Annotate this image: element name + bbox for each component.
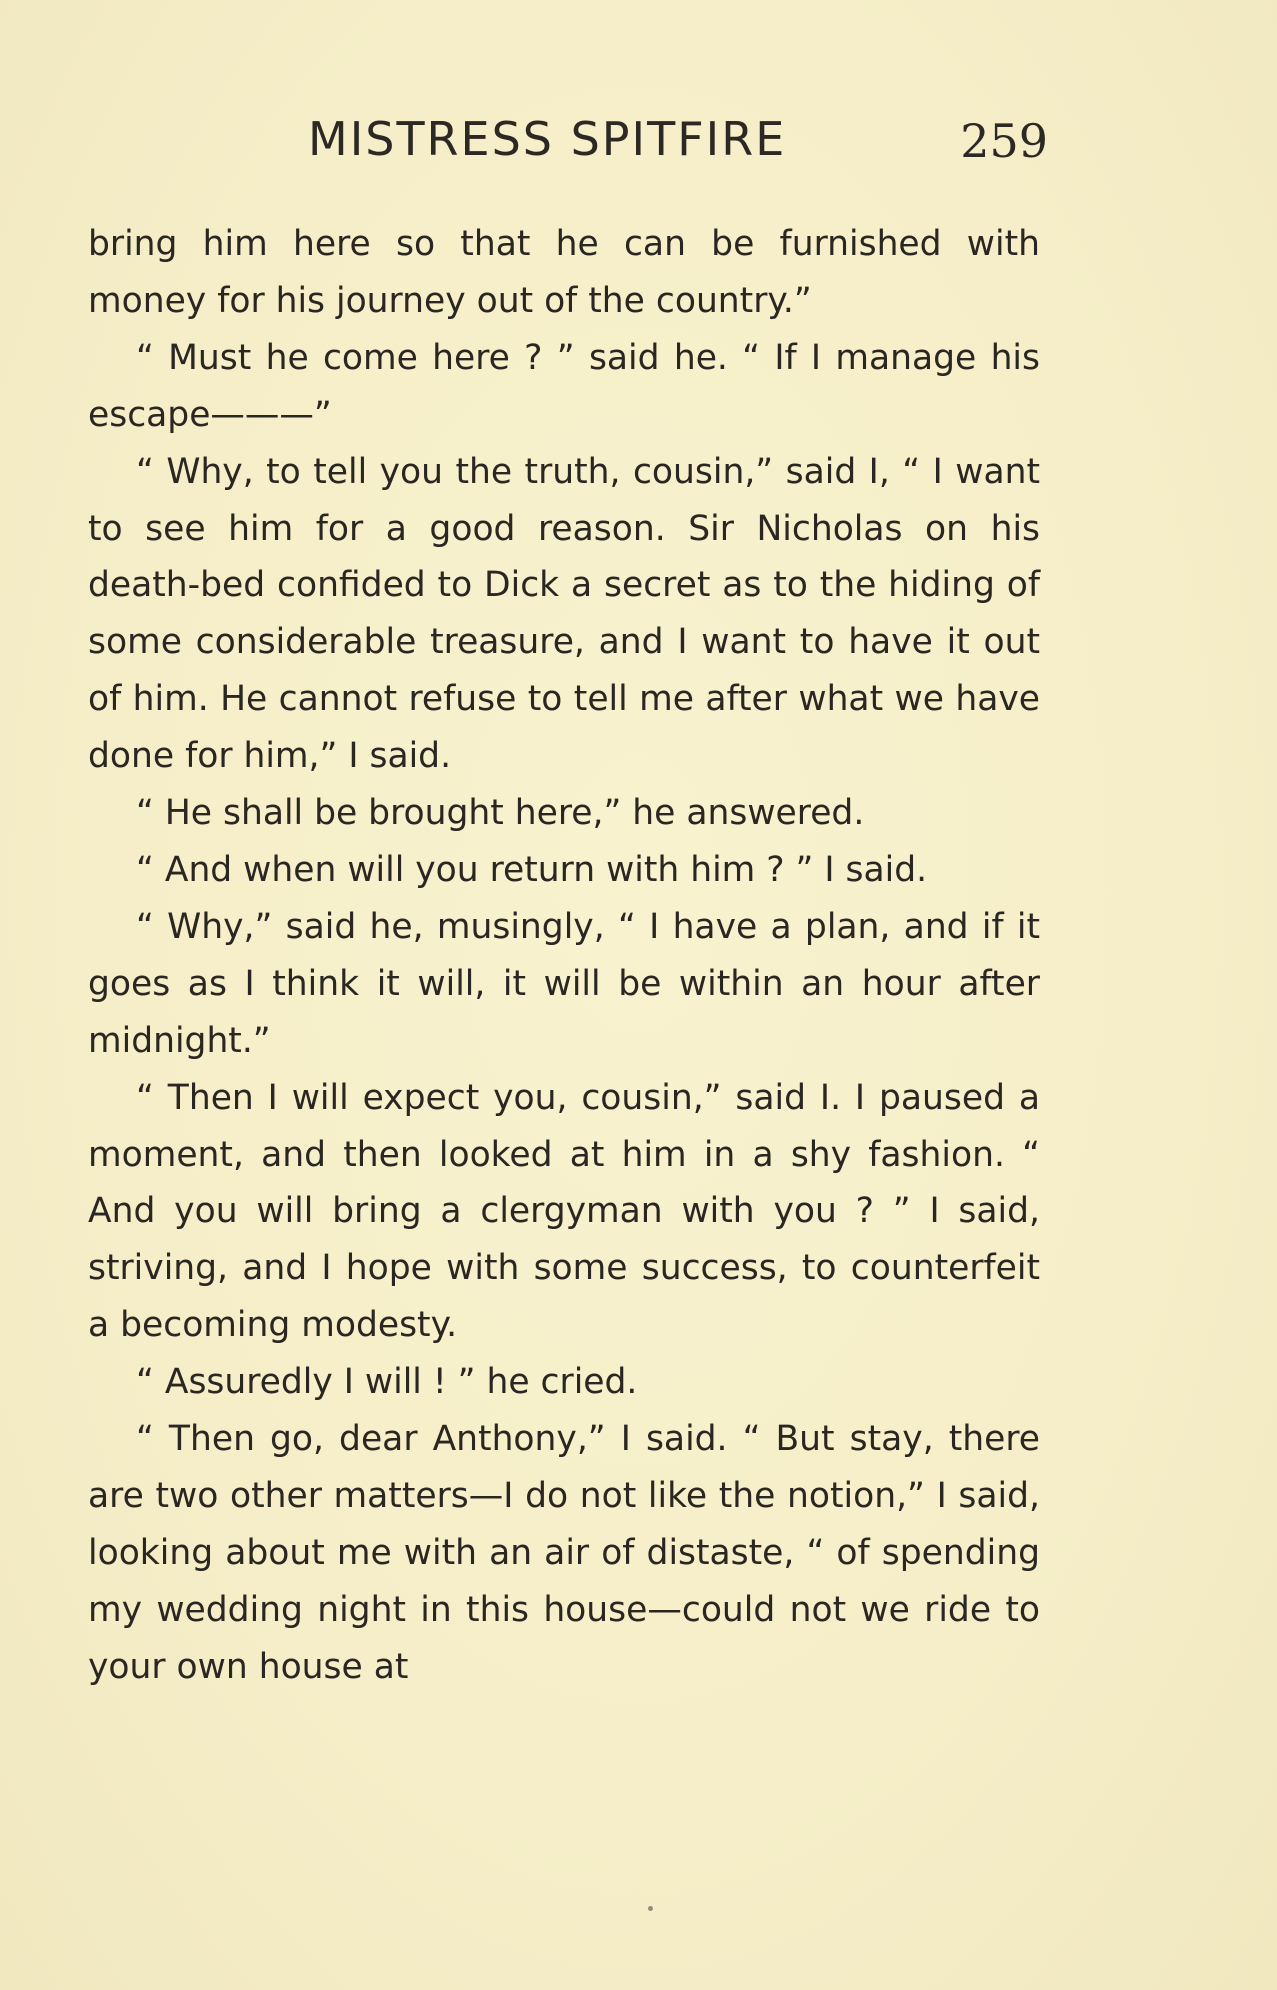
body-text — [88, 216, 1040, 1696]
paragraph: “ He shall be brought here,” he answered. — [136, 793, 865, 834]
paragraph: “ Then I will expect you, cousin,” said I. I paused a moment, and then looked at him in a shy fashion. “ And you will bring a clergyman with you ? ” I said, striving, and I hope with some success, to counterfeit a becoming modesty. — [88, 1077, 1040, 1346]
paper-speck — [648, 1906, 653, 1911]
paragraph: “ Assuredly I will ! ” he cried. — [136, 1362, 638, 1403]
paragraph: “ Must he come here ? ” said he. “ If I manage his escape———” — [88, 337, 1040, 435]
paragraph: “ Why,” said he, musingly, “ I have a plan, and if it goes as I think it will, it will be within an hour after midnight.” — [88, 906, 1040, 1061]
paragraph: “ And when will you return with him ? ” I said. — [136, 849, 928, 890]
paragraph-continuation: bring him here so that he can be furnished with money for his journey out of the country.” — [88, 224, 1040, 321]
running-title: MISTRESS SPITFIRE — [308, 112, 787, 166]
paragraph: “ Then go, dear Anthony,” I said. “ But stay, there are two other matters—I do not like the notion,” I said, looking about me with an air of distaste, “ of spending my wedding night in this house—could not we ride to your own house at — [88, 1419, 1040, 1687]
running-head — [88, 112, 1048, 172]
paragraph: “ Why, to tell you the truth, cousin,” said I, “ I want to see him for a good reason. Sir Nicholas on his death-bed confided to Dick a secret as to the hiding of some considerable treasure, and I want to have it out of him. He cannot refuse to tell me after what we have done for him,” I said. — [88, 451, 1040, 777]
page-number: 259 — [960, 114, 1048, 168]
